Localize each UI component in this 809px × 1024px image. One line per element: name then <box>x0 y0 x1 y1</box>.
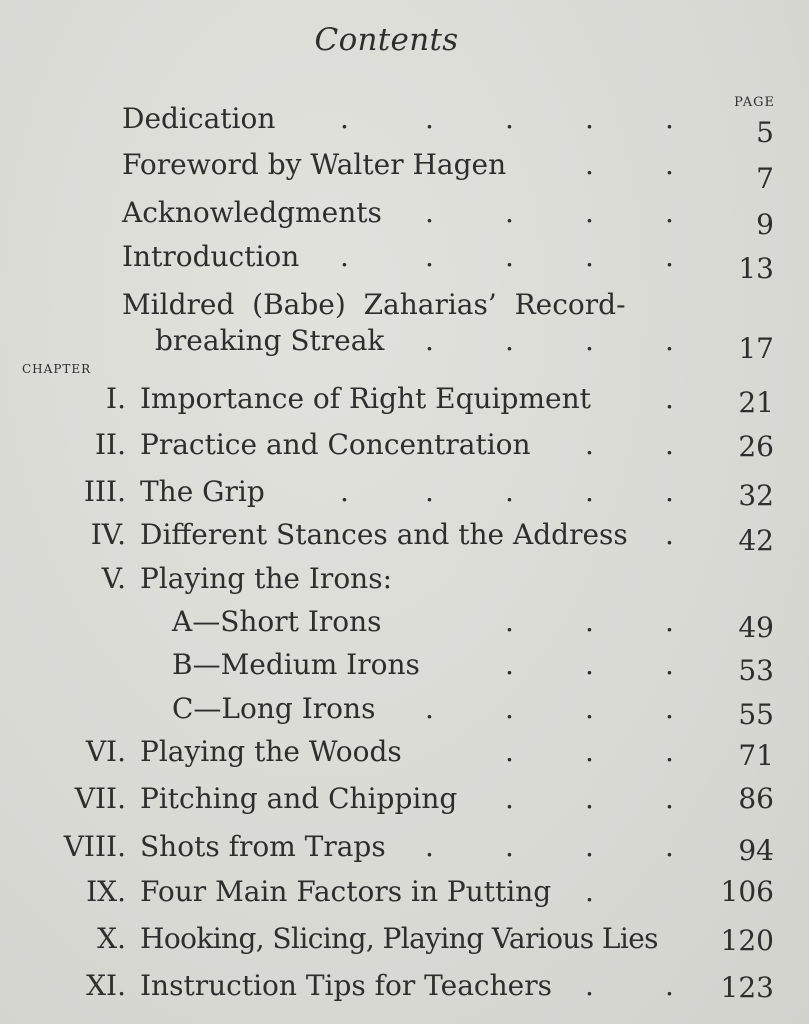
toc-chapter-8 <box>0 830 809 870</box>
leader-dot: . <box>585 605 594 638</box>
leader-dot: . <box>585 830 594 863</box>
toc-subsection-a <box>0 605 809 645</box>
leader-dot: . <box>425 240 434 273</box>
leader-dot: . <box>585 428 594 461</box>
toc-entry-label-line2: breaking Streak <box>155 324 385 357</box>
leader-dot: . <box>425 324 434 357</box>
leader-dot: . <box>585 324 594 357</box>
toc-entry-dedication <box>0 102 809 149</box>
toc-entry-label: Introduction <box>122 240 300 273</box>
toc-chapter-4 <box>0 518 809 558</box>
contents-title: Contents <box>314 22 459 58</box>
leader-dot: . <box>585 692 594 725</box>
chapter-number: VII. <box>74 782 126 815</box>
leader-dot: . <box>665 605 674 638</box>
leader-dot: . <box>505 605 514 638</box>
chapter-title: Importance of Right Equipment <box>140 382 591 415</box>
toc-chapter-5 <box>0 562 809 602</box>
leader-dot: . <box>340 102 349 135</box>
leader-dot: . <box>425 692 434 725</box>
chapter-page: 120 <box>720 924 774 957</box>
chapter-title: Playing the Irons: <box>140 562 393 595</box>
leader-dot: . <box>665 692 674 725</box>
toc-entry-record-streak-cont <box>0 324 809 364</box>
toc-entry-label: Acknowledgments <box>122 196 382 229</box>
toc-entry-page: 7 <box>756 162 774 195</box>
toc-entry-introduction <box>0 240 809 285</box>
leader-dot: . <box>665 518 674 551</box>
leader-dot: . <box>665 830 674 863</box>
subsection-title: A—Short Irons <box>172 605 382 638</box>
toc-subsection-b <box>0 648 809 688</box>
chapter-page: 94 <box>738 834 774 867</box>
chapter-title: Instruction Tips for Teachers <box>140 969 552 1002</box>
leader-dot: . <box>585 148 594 181</box>
leader-dot: . <box>505 196 514 229</box>
chapter-number: I. <box>106 382 126 415</box>
toc-chapter-1 <box>0 382 809 422</box>
chapter-title: Practice and Concentration <box>140 428 531 461</box>
toc-chapter-10 <box>0 922 809 962</box>
chapter-page: 106 <box>720 875 774 908</box>
toc-entry-page: 17 <box>738 332 774 365</box>
subsection-title: C—Long Irons <box>172 692 376 725</box>
toc-chapter-2 <box>0 428 809 468</box>
chapter-title: Four Main Factors in Putting <box>140 875 552 908</box>
leader-dot: . <box>585 240 594 273</box>
chapter-title: Playing the Woods <box>140 735 402 768</box>
leader-dot: . <box>665 148 674 181</box>
toc-chapter-9 <box>0 875 809 915</box>
chapter-number: VIII. <box>63 830 126 863</box>
leader-dot: . <box>505 735 514 768</box>
leader-dot: . <box>425 475 434 508</box>
chapter-page: 86 <box>738 782 774 815</box>
toc-chapter-7 <box>0 782 809 822</box>
chapter-number: II. <box>94 428 126 461</box>
chapter-title: Hooking, Slicing, Playing Various Lies <box>140 922 658 955</box>
chapter-title: Shots from Traps <box>140 830 386 863</box>
leader-dot: . <box>665 102 674 135</box>
toc-chapter-6 <box>0 735 809 775</box>
leader-dot: . <box>505 830 514 863</box>
leader-dot: . <box>585 102 594 135</box>
page-column-header: PAGE <box>734 95 775 110</box>
leader-dot: . <box>585 875 594 908</box>
leader-dot: . <box>585 735 594 768</box>
chapter-page: 26 <box>738 430 774 463</box>
leader-dot: . <box>505 648 514 681</box>
leader-dot: . <box>585 969 594 1002</box>
toc-entry-label: Foreword by Walter Hagen <box>122 148 507 181</box>
chapter-number: X. <box>97 922 126 955</box>
chapter-number: IX. <box>86 875 126 908</box>
toc-entry-page: 13 <box>738 252 774 285</box>
leader-dot: . <box>505 102 514 135</box>
leader-dot: . <box>505 324 514 357</box>
chapter-page: 123 <box>720 971 774 1004</box>
toc-entry-page: 5 <box>756 116 774 149</box>
chapter-page: 71 <box>738 739 774 772</box>
chapter-number: V. <box>101 562 126 595</box>
toc-entry-label-line1: Mildred (Babe) Zaharias’ Record- <box>122 288 626 321</box>
leader-dot: . <box>425 830 434 863</box>
leader-dot: . <box>665 382 674 415</box>
leader-dot: . <box>665 648 674 681</box>
leader-dot: . <box>585 196 594 229</box>
chapter-column-header: CHAPTER <box>22 362 92 376</box>
page-title <box>0 22 809 58</box>
leader-dot: . <box>585 648 594 681</box>
subsection-page: 55 <box>738 698 774 731</box>
leader-dot: . <box>665 735 674 768</box>
toc-entry-acknowledgments <box>0 196 809 241</box>
toc-chapter-3 <box>0 475 809 515</box>
toc-entry-record-streak <box>0 288 809 328</box>
chapter-title: Pitching and Chipping <box>140 782 458 815</box>
leader-dot: . <box>505 782 514 815</box>
toc-subsection-c <box>0 692 809 732</box>
chapter-number: VI. <box>85 735 126 768</box>
leader-dot: . <box>665 324 674 357</box>
leader-dot: . <box>585 475 594 508</box>
toc-entry-foreword <box>0 148 809 195</box>
toc-chapter-11 <box>0 969 809 1009</box>
leader-dot: . <box>665 969 674 1002</box>
leader-dot: . <box>505 475 514 508</box>
chapter-page: 21 <box>738 386 774 419</box>
leader-dot: . <box>425 102 434 135</box>
chapter-number: III. <box>83 475 126 508</box>
leader-dot: . <box>665 240 674 273</box>
leader-dot: . <box>665 782 674 815</box>
leader-dot: . <box>585 782 594 815</box>
toc-entry-page: 9 <box>756 208 774 241</box>
leader-dot: . <box>505 240 514 273</box>
subsection-page: 49 <box>738 611 774 644</box>
leader-dot: . <box>425 196 434 229</box>
leader-dot: . <box>665 475 674 508</box>
chapter-page: 32 <box>738 479 774 512</box>
leader-dot: . <box>665 428 674 461</box>
chapter-number: IV. <box>90 518 126 551</box>
chapter-title: The Grip <box>140 475 265 508</box>
toc-entry-label: Dedication <box>122 102 276 135</box>
subsection-page: 53 <box>738 654 774 687</box>
leader-dot: . <box>340 240 349 273</box>
chapter-title: Different Stances and the Address <box>140 518 628 551</box>
chapter-number: XI. <box>86 969 126 1002</box>
subsection-title: B—Medium Irons <box>172 648 420 681</box>
leader-dot: . <box>505 692 514 725</box>
leader-dot: . <box>340 475 349 508</box>
chapter-page: 42 <box>738 524 774 557</box>
leader-dot: . <box>665 196 674 229</box>
